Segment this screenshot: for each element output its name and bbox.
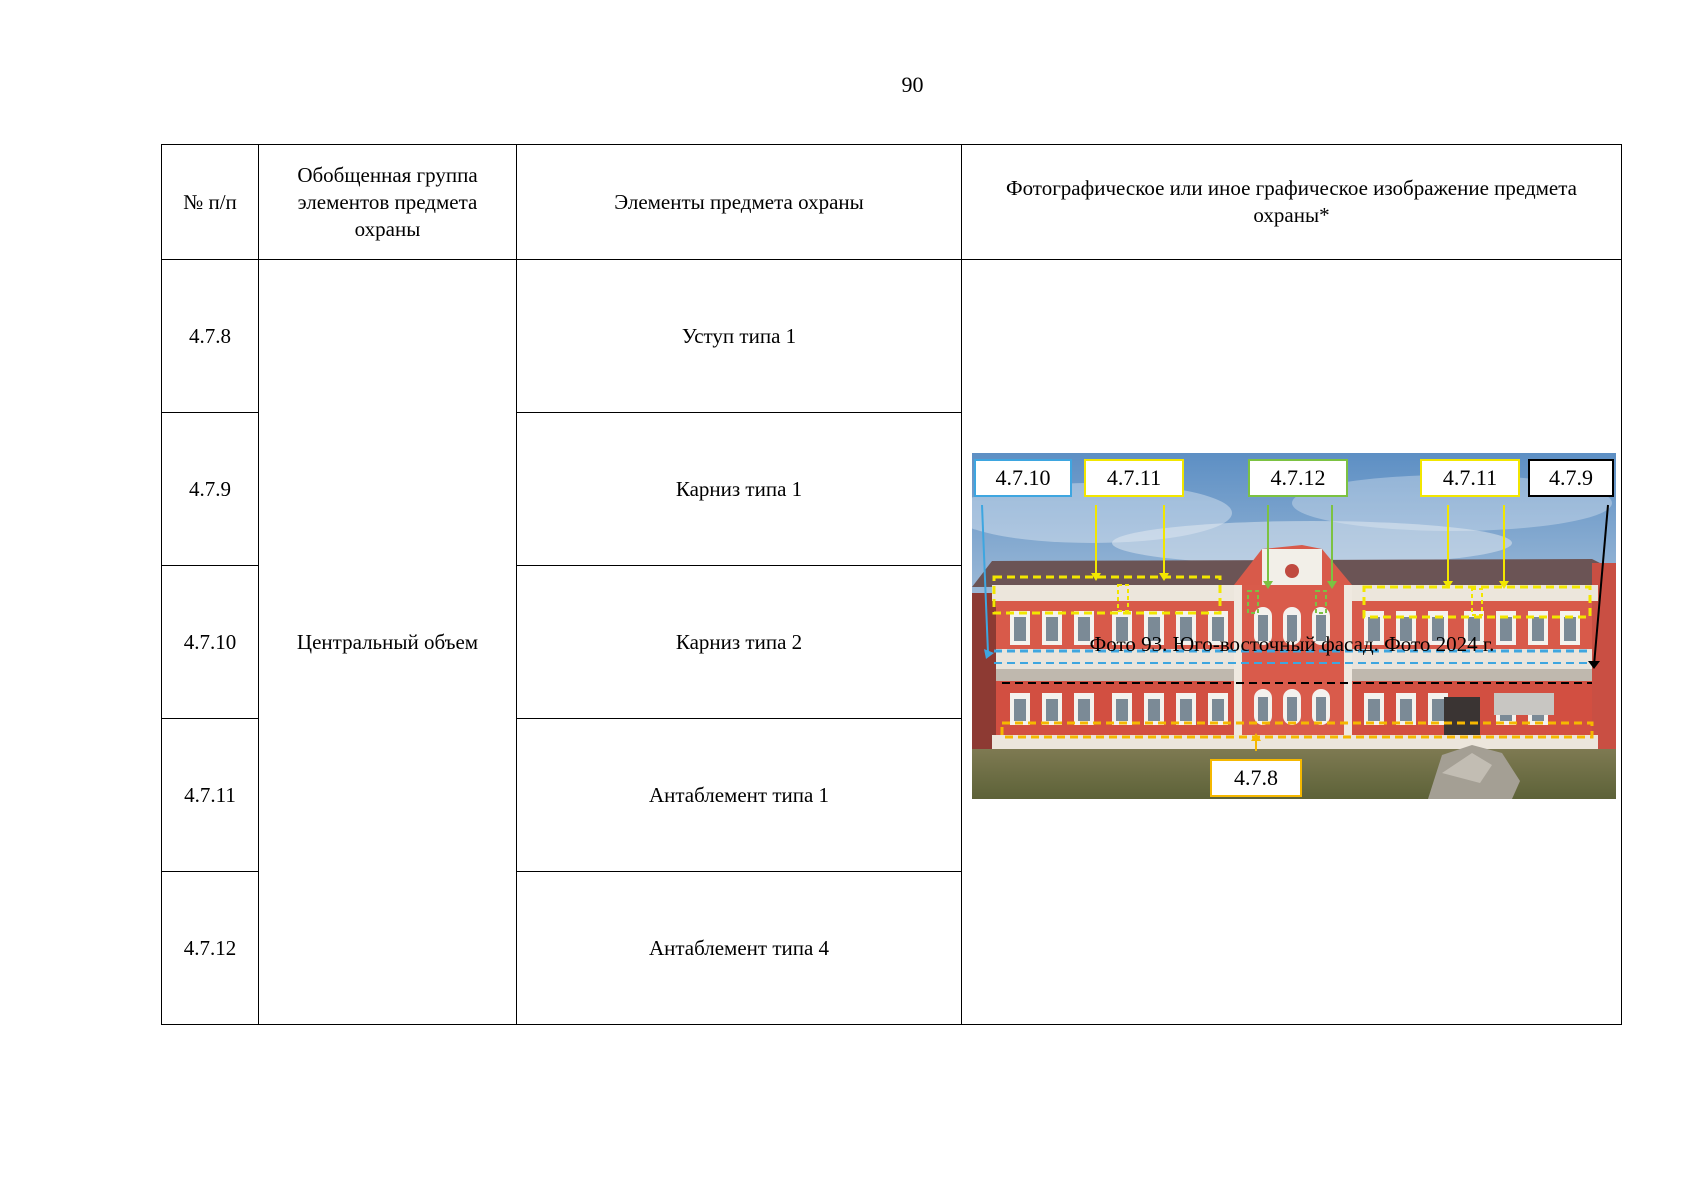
row-element: Антаблемент типа 4 bbox=[517, 872, 962, 1025]
row-element: Карниз типа 2 bbox=[517, 566, 962, 719]
facade-photo bbox=[972, 453, 1616, 799]
protection-elements-table bbox=[161, 144, 1622, 1025]
photo-label: 4.7.11 bbox=[1420, 459, 1520, 497]
photo-label: 4.7.12 bbox=[1248, 459, 1348, 497]
page-number: 90 bbox=[901, 72, 924, 97]
table-header-row bbox=[162, 145, 1622, 260]
header-num: № п/п bbox=[162, 145, 259, 260]
photo-label: 4.7.11 bbox=[1084, 459, 1184, 497]
group-cell: Центральный объем bbox=[259, 260, 517, 1025]
row-element: Антаблемент типа 1 bbox=[517, 719, 962, 872]
photo-label: 4.7.9 bbox=[1528, 459, 1614, 497]
photo-cell bbox=[962, 260, 1622, 1025]
row-element: Карниз типа 1 bbox=[517, 413, 962, 566]
row-element: Уступ типа 1 bbox=[517, 260, 962, 413]
header-elements: Элементы предмета охраны bbox=[517, 145, 962, 260]
photo-label: 4.7.10 bbox=[974, 459, 1072, 497]
photo-container bbox=[972, 453, 1616, 799]
header-group: Обобщенная группа элементов предмета охраны bbox=[259, 145, 517, 260]
row-num: 4.7.10 bbox=[162, 566, 259, 719]
row-num: 4.7.9 bbox=[162, 413, 259, 566]
row-num: 4.7.8 bbox=[162, 260, 259, 413]
row-num: 4.7.11 bbox=[162, 719, 259, 872]
header-image: Фотографическое или иное графическое изображение предмета охраны* bbox=[962, 145, 1622, 260]
row-num: 4.7.12 bbox=[162, 872, 259, 1025]
photo-label: 4.7.8 bbox=[1210, 759, 1302, 797]
table-row bbox=[162, 260, 1622, 413]
photo-caption: Фото 93. Юго-восточный фасад. Фото 2024 г. bbox=[1089, 632, 1495, 656]
